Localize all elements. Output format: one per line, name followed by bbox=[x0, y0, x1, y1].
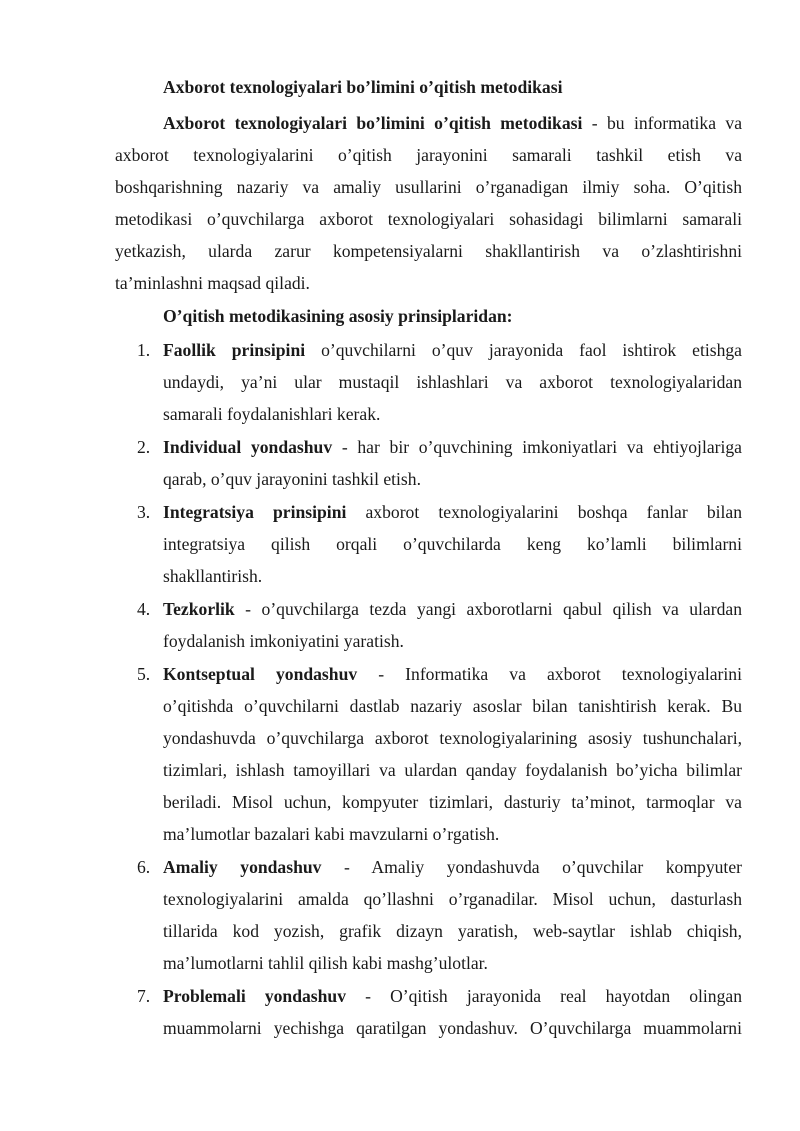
list-line: Individual yondashuv - har bir o’quvchining imkoniyatlari va ehtiyojlariga bbox=[163, 437, 742, 457]
intro-term: Axborot texnologiyalari bo’limini o’qitish metodikasi bbox=[163, 113, 583, 133]
list-line: integratsiya qilish orqali o’quvchilarda keng ko’lamli bilimlarni bbox=[163, 534, 742, 554]
list-line: texnologiyalarini amalda qo’llashni o’rganadilar. Misol uchun, dasturlash bbox=[163, 889, 742, 909]
list-number: 3. bbox=[137, 502, 151, 522]
list-term: Integratsiya prinsipini bbox=[163, 502, 347, 522]
list-line: yondashuvda o’quvchilarga axborot texnologiyalarining asosiy tushunchalari, bbox=[163, 728, 742, 748]
list-term: Individual yondashuv bbox=[163, 437, 333, 457]
list-term: Faollik prinsipini bbox=[163, 340, 306, 360]
page-title: Axborot texnologiyalari bo’limini o’qitish metodikasi bbox=[163, 77, 563, 97]
list-term: Amaliy yondashuv bbox=[163, 857, 322, 877]
list-line: ma’lumotlarni tahlil qilish kabi mashg’ulotlar. bbox=[163, 953, 488, 973]
list-line: Kontseptual yondashuv - Informatika va axborot texnologiyalarini bbox=[163, 664, 742, 684]
list-line: beriladi. Misol uchun, kompyuter tizimlari, dasturiy ta’minot, tarmoqlar va bbox=[163, 792, 742, 812]
intro-line-4: metodikasi o’quvchilarga axborot texnologiyalari sohasidagi bilimlarni samarali bbox=[115, 209, 742, 229]
list-line: o’qitishda o’quvchilarni dastlab nazariy asoslar bilan tanishtirish kerak. Bu bbox=[163, 696, 742, 716]
principles-heading: O’qitish metodikasining asosiy prinsiplaridan: bbox=[163, 306, 513, 326]
list-line: muammolarni yechishga qaratilgan yondashuv. O’quvchilarga muammolarni bbox=[163, 1018, 742, 1038]
list-number: 7. bbox=[137, 986, 151, 1006]
list-term: Problemali yondashuv bbox=[163, 986, 347, 1006]
intro-line-3: boshqarishning nazariy va amaliy usullarini o’rganadigan ilmiy soha. O’qitish bbox=[115, 177, 742, 197]
list-line: samarali foydalanishlari kerak. bbox=[163, 404, 381, 424]
list-line: Integratsiya prinsipini axborot texnologiyalarini boshqa fanlar bilan bbox=[163, 502, 742, 522]
list-term: Tezkorlik bbox=[163, 599, 235, 619]
list-line: Amaliy yondashuv - Amaliy yondashuvda o’quvchilar kompyuter bbox=[163, 857, 742, 877]
list-line: Tezkorlik - o’quvchilarga tezda yangi axborotlarni qabul qilish va ulardan bbox=[163, 599, 742, 619]
list-line: undaydi, ya’ni ular mustaqil ishlashlari va axborot texnologiyalaridan bbox=[163, 372, 742, 392]
list-line: foydalanish imkoniyatini yaratish. bbox=[163, 631, 404, 651]
list-line: qarab, o’quv jarayonini tashkil etish. bbox=[163, 469, 421, 489]
list-line: ma’lumotlar bazalari kabi mavzularni o’rgatish. bbox=[163, 824, 500, 844]
list-line: tizimlari, ishlash tamoyillari va ulardan qanday foydalanish bo’yicha bilimlar bbox=[163, 760, 742, 780]
list-number: 5. bbox=[137, 664, 151, 684]
list-number: 4. bbox=[137, 599, 151, 619]
list-number: 2. bbox=[137, 437, 151, 457]
list-line: tillarida kod yozish, grafik dizayn yaratish, web-saytlar ishlab chiqish, bbox=[163, 921, 742, 941]
list-line: Problemali yondashuv - O’qitish jarayonida real hayotdan olingan bbox=[163, 986, 742, 1006]
list-line: Faollik prinsipini o’quvchilarni o’quv jarayonida faol ishtirok etishga bbox=[163, 340, 742, 360]
list-number: 6. bbox=[137, 857, 151, 877]
intro-line-5: yetkazish, ularda zarur kompetensiyalarni shakllantirish va o’zlashtirishni bbox=[115, 241, 742, 261]
intro-line-6: ta’minlashni maqsad qiladi. bbox=[115, 273, 310, 293]
list-term: Kontseptual yondashuv bbox=[163, 664, 358, 684]
intro-line-1: Axborot texnologiyalari bo’limini o’qitish metodikasi - bu informatika va bbox=[163, 113, 743, 133]
list-number: 1. bbox=[137, 340, 151, 360]
intro-line-2: axborot texnologiyalarini o’qitish jarayonini samarali tashkil etish va bbox=[115, 145, 742, 165]
list-line: shakllantirish. bbox=[163, 566, 263, 586]
